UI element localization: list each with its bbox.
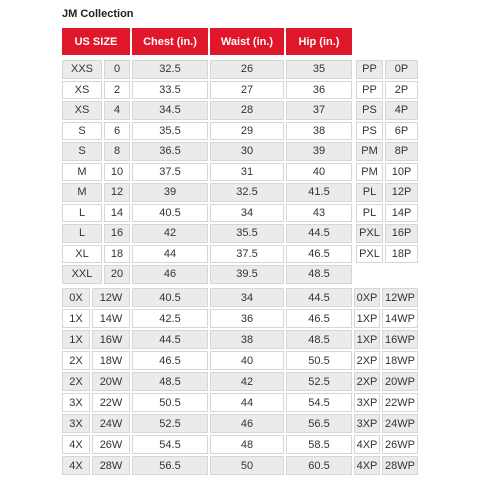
cell-waist: 34 <box>210 204 284 223</box>
cell-us-size: M <box>62 183 102 202</box>
cell-hip: 38 <box>286 122 352 141</box>
cell-petite-numeric: 6P <box>385 122 418 141</box>
cell-petite-numeric: 16P <box>385 224 418 243</box>
cell-numeric-size: 16 <box>104 224 130 243</box>
cell-waist: 42 <box>210 372 284 391</box>
cell-petite-size: 2XP <box>354 351 380 370</box>
cell-waist: 31 <box>210 163 284 182</box>
cell-chest: 46.5 <box>132 351 208 370</box>
cell-hip: 46.5 <box>286 309 352 328</box>
cell-hip: 37 <box>286 101 352 120</box>
header-us-size: US SIZE <box>62 28 130 55</box>
cell-waist: 46 <box>210 414 284 433</box>
cell-petite-numeric: 18WP <box>382 351 418 370</box>
cell-numeric-size: 16W <box>92 330 130 349</box>
cell-chest: 44 <box>132 245 208 264</box>
cell-numeric-size: 14W <box>92 309 130 328</box>
cell-us-size: 3X <box>62 414 90 433</box>
cell-waist: 37.5 <box>210 245 284 264</box>
cell-petite-numeric: 2P <box>385 81 418 100</box>
cell-hip: 46.5 <box>286 245 352 264</box>
cell-hip: 54.5 <box>286 393 352 412</box>
cell-petite-numeric: 20WP <box>382 372 418 391</box>
cell-numeric-size: 4 <box>104 101 130 120</box>
cell-chest: 39 <box>132 183 208 202</box>
cell-waist: 44 <box>210 393 284 412</box>
cell-us-size: 2X <box>62 351 90 370</box>
cell-hip: 40 <box>286 163 352 182</box>
cell-petite-numeric: 12P <box>385 183 418 202</box>
cell-waist: 27 <box>210 81 284 100</box>
cell-petite-size: PS <box>356 101 383 120</box>
cell-us-size: L <box>62 204 102 223</box>
header-waist: Waist (in.) <box>210 28 284 55</box>
cell-waist: 28 <box>210 101 284 120</box>
header-hip: Hip (in.) <box>286 28 352 55</box>
cell-petite-numeric: 28WP <box>382 456 418 475</box>
cell-numeric-size: 18W <box>92 351 130 370</box>
cell-petite-size: PXL <box>356 245 383 264</box>
cell-us-size: 3X <box>62 393 90 412</box>
cell-petite-size: PS <box>356 122 383 141</box>
cell-petite-size: 4XP <box>354 435 380 454</box>
cell-waist: 39.5 <box>210 265 284 284</box>
cell-numeric-size: 10 <box>104 163 130 182</box>
cell-us-size: 4X <box>62 435 90 454</box>
cell-petite-numeric: 12WP <box>382 288 418 307</box>
cell-numeric-size: 28W <box>92 456 130 475</box>
cell-petite-size: PP <box>356 60 383 79</box>
cell-chest: 46 <box>132 265 208 284</box>
cell-waist: 34 <box>210 288 284 307</box>
cell-us-size: XS <box>62 81 102 100</box>
cell-numeric-size: 0 <box>104 60 130 79</box>
cell-waist: 29 <box>210 122 284 141</box>
cell-hip: 41.5 <box>286 183 352 202</box>
cell-numeric-size: 14 <box>104 204 130 223</box>
cell-hip: 44.5 <box>286 288 352 307</box>
cell-us-size: S <box>62 142 102 161</box>
cell-numeric-size: 12 <box>104 183 130 202</box>
cell-waist: 36 <box>210 309 284 328</box>
cell-petite-numeric: 8P <box>385 142 418 161</box>
cell-numeric-size: 6 <box>104 122 130 141</box>
cell-hip: 58.5 <box>286 435 352 454</box>
cell-petite-numeric: 10P <box>385 163 418 182</box>
cell-chest: 36.5 <box>132 142 208 161</box>
cell-us-size: 1X <box>62 309 90 328</box>
cell-numeric-size: 22W <box>92 393 130 412</box>
cell-petite-numeric: 4P <box>385 101 418 120</box>
cell-waist: 35.5 <box>210 224 284 243</box>
cell-us-size: 4X <box>62 456 90 475</box>
cell-petite-size: PL <box>356 204 383 223</box>
cell-petite-size: PM <box>356 142 383 161</box>
page-title: JM Collection <box>62 8 134 20</box>
cell-hip: 48.5 <box>286 330 352 349</box>
cell-petite-size: 0XP <box>354 288 380 307</box>
cell-waist: 50 <box>210 456 284 475</box>
cell-hip: 52.5 <box>286 372 352 391</box>
cell-hip: 48.5 <box>286 265 352 284</box>
cell-chest: 42 <box>132 224 208 243</box>
cell-waist: 32.5 <box>210 183 284 202</box>
cell-numeric-size: 24W <box>92 414 130 433</box>
cell-hip: 39 <box>286 142 352 161</box>
cell-petite-size: 3XP <box>354 414 380 433</box>
cell-chest: 32.5 <box>132 60 208 79</box>
cell-petite-numeric: 16WP <box>382 330 418 349</box>
cell-hip: 44.5 <box>286 224 352 243</box>
cell-chest: 33.5 <box>132 81 208 100</box>
cell-us-size: L <box>62 224 102 243</box>
cell-us-size: XL <box>62 245 102 264</box>
cell-petite-numeric: 26WP <box>382 435 418 454</box>
cell-petite-numeric: 0P <box>385 60 418 79</box>
cell-numeric-size: 12W <box>92 288 130 307</box>
cell-chest: 40.5 <box>132 288 208 307</box>
cell-numeric-size: 2 <box>104 81 130 100</box>
cell-numeric-size: 20 <box>104 265 130 284</box>
cell-waist: 26 <box>210 60 284 79</box>
cell-waist: 38 <box>210 330 284 349</box>
cell-petite-size: 2XP <box>354 372 380 391</box>
cell-petite-numeric: 14WP <box>382 309 418 328</box>
cell-numeric-size: 18 <box>104 245 130 264</box>
cell-chest: 44.5 <box>132 330 208 349</box>
cell-petite-size: 4XP <box>354 456 380 475</box>
cell-numeric-size: 8 <box>104 142 130 161</box>
cell-hip: 36 <box>286 81 352 100</box>
cell-hip: 43 <box>286 204 352 223</box>
cell-us-size: XXL <box>62 265 102 284</box>
cell-petite-size: PM <box>356 163 383 182</box>
cell-chest: 48.5 <box>132 372 208 391</box>
cell-chest: 56.5 <box>132 456 208 475</box>
cell-petite-numeric: 24WP <box>382 414 418 433</box>
cell-petite-size: 1XP <box>354 330 380 349</box>
cell-hip: 35 <box>286 60 352 79</box>
cell-chest: 42.5 <box>132 309 208 328</box>
cell-petite-numeric: 22WP <box>382 393 418 412</box>
cell-numeric-size: 20W <box>92 372 130 391</box>
cell-hip: 50.5 <box>286 351 352 370</box>
cell-chest: 54.5 <box>132 435 208 454</box>
cell-chest: 52.5 <box>132 414 208 433</box>
cell-us-size: 2X <box>62 372 90 391</box>
cell-petite-size: PL <box>356 183 383 202</box>
cell-petite-size: 1XP <box>354 309 380 328</box>
header-chest: Chest (in.) <box>132 28 208 55</box>
cell-petite-size: PP <box>356 81 383 100</box>
cell-waist: 48 <box>210 435 284 454</box>
cell-chest: 34.5 <box>132 101 208 120</box>
cell-hip: 60.5 <box>286 456 352 475</box>
cell-hip: 56.5 <box>286 414 352 433</box>
cell-petite-size: 3XP <box>354 393 380 412</box>
cell-us-size: XS <box>62 101 102 120</box>
cell-chest: 37.5 <box>132 163 208 182</box>
cell-us-size: S <box>62 122 102 141</box>
cell-us-size: 0X <box>62 288 90 307</box>
cell-waist: 40 <box>210 351 284 370</box>
cell-waist: 30 <box>210 142 284 161</box>
cell-petite-numeric: 14P <box>385 204 418 223</box>
cell-chest: 35.5 <box>132 122 208 141</box>
cell-petite-size: PXL <box>356 224 383 243</box>
cell-chest: 50.5 <box>132 393 208 412</box>
cell-chest: 40.5 <box>132 204 208 223</box>
cell-us-size: 1X <box>62 330 90 349</box>
cell-numeric-size: 26W <box>92 435 130 454</box>
cell-us-size: XXS <box>62 60 102 79</box>
cell-petite-numeric: 18P <box>385 245 418 264</box>
cell-us-size: M <box>62 163 102 182</box>
